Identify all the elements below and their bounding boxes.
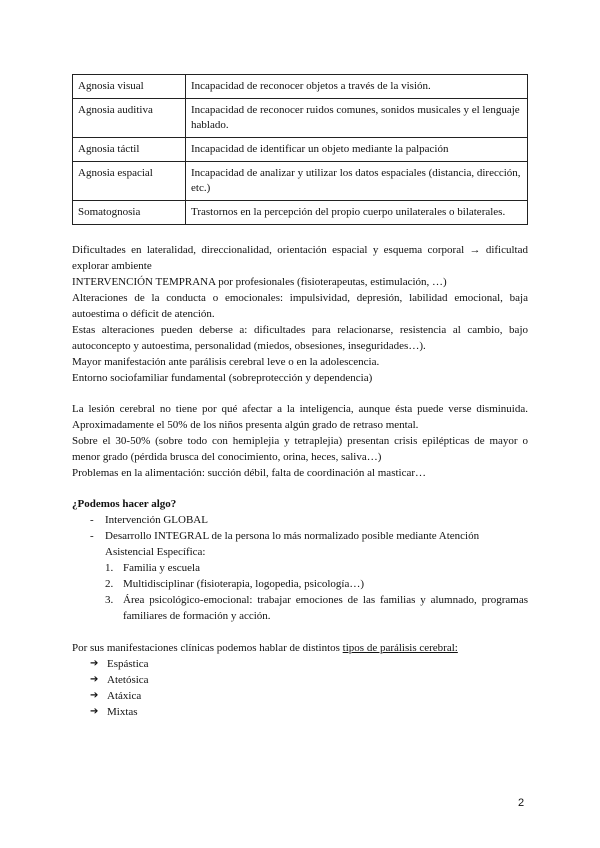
table-row [73,162,528,201]
table-row [73,201,528,225]
table-cell-term: Somatognosia [73,201,186,225]
table-cell-definition: Trastornos en la percepción del propio cuerpo unilaterales o bilaterales. [186,201,528,225]
arrow-list [72,656,528,720]
item-number: 3. [105,594,114,606]
type-atetosica: Atetósica [107,674,149,686]
types-intro [72,640,528,656]
item-number: 1. [105,562,114,574]
type-ataxica: Atáxica [107,690,142,702]
paragraph-block-conduct [72,242,528,386]
list-item [72,672,528,688]
table-cell-definition: Incapacidad de identificar un objeto mediante la palpación [186,138,528,162]
list-item-text: Desarrollo INTEGRAL de la persona lo más normalizado posible mediante Atención Asistencial Específica: [105,530,480,558]
numbered-item-text: Área psicológico-emocional: trabajar emociones de las familias y alumnado, programas familiares de formación y acción. [123,594,528,622]
paragraph-block-intelligence [72,401,528,481]
types-intro-underlined: tipos de parálisis cerebral: [342,642,458,654]
arrow-right-icon: ➔ [90,674,99,685]
section-heading: ¿Podemos hacer algo? [72,498,177,510]
arrow-right-icon: ➔ [90,706,99,717]
table-cell-term: Agnosia espacial [73,162,186,201]
table-cell-term: Agnosia táctil [73,138,186,162]
type-mixtas: Mixtas [107,706,138,718]
document-page [72,74,528,720]
list-item [72,528,528,624]
dash-list [72,512,528,624]
list-item [72,512,528,528]
paragraph-entorno: Entorno sociofamiliar fundamental (sobreprotección y dependencia) [72,372,373,384]
table-cell-term: Agnosia auditiva [73,99,186,138]
arrow-right-icon: ➔ [90,658,99,669]
numbered-item [105,560,528,576]
paragraph-manifestacion: Mayor manifestación ante parálisis cerebral leve o en la adolescencia. [72,356,380,368]
numbered-item-text: Familia y escuela [123,562,200,574]
paragraph-epilepsia: Sobre el 30-50% (sobre todo con hemiplejia y tetraplejia) presentan crisis epilépticas de mayor o menor grado (pérdida brusca del conocimiento, orina, heces, saliva…) [72,435,528,463]
agnosia-table [72,74,528,225]
table-cell-definition: Incapacidad de reconocer objetos a través de la visión. [186,75,528,99]
list-item [72,704,528,720]
dash-bullet: - [90,530,94,542]
arrow-right-icon: ➔ [90,690,99,701]
list-item [72,688,528,704]
numbered-item [105,576,528,592]
paragraph-causas: Estas alteraciones pueden deberse a: dificultades para relacionarse, resistencia al cambio, bajo autoconcepto y autoestima, personalidad (miedos, obsesiones, inseguridades…). [72,324,528,352]
table-row [73,75,528,99]
table-cell-definition: Incapacidad de analizar y utilizar los datos espaciales (distancia, dirección, etc.) [186,162,528,201]
type-espastica: Espástica [107,658,149,670]
paragraph-inteligencia: La lesión cerebral no tiene por qué afectar a la inteligencia, aunque ésta puede verse disminuida. Aproximadamente el 50% de los niños presenta algún grado de retraso mental. [72,403,528,431]
list-item [72,656,528,672]
numbered-list [105,560,528,624]
paragraph-alteraciones: Alteraciones de la conducta o emocionales: impulsividad, depresión, labilidad emocional, baja autoestima o déficit de atención. [72,292,528,320]
page-number: 2 [518,797,525,809]
numbered-item [105,592,528,624]
dash-bullet: - [90,514,94,526]
table-cell-term: Agnosia visual [73,75,186,99]
table-row [73,99,528,138]
item-number: 2. [105,578,114,590]
paragraph-alimentacion: Problemas en la alimentación: succión débil, falta de coordinación al masticar… [72,467,427,479]
paragraph-intervencion-temprana: INTERVENCIÓN TEMPRANA por profesionales (fisioterapeutas, estimulación, …) [72,276,447,288]
numbered-item-text: Multidisciplinar (fisioterapia, logopedia, psicología…) [123,578,365,590]
paragraph-lateralidad: Dificultades en lateralidad, direccionalidad, orientación espacial y esquema corporal → dificultad explorar ambiente [72,244,528,272]
list-item-text: Intervención GLOBAL [105,514,208,526]
table-row [73,138,528,162]
types-intro-text: Por sus manifestaciones clínicas podemos hablar de distintos [72,642,343,654]
table-cell-definition: Incapacidad de reconocer ruidos comunes, sonidos musicales y el lenguaje hablado. [186,99,528,138]
